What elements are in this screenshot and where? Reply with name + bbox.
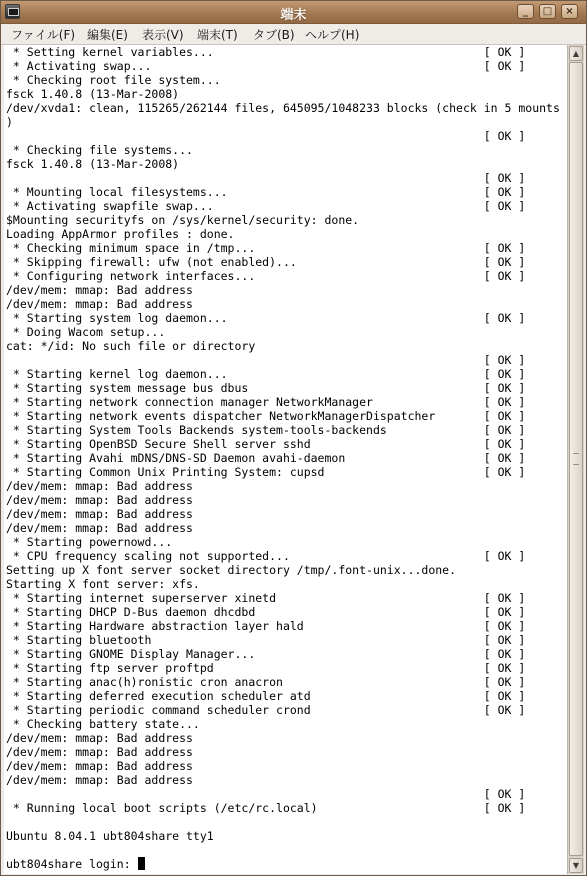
text-cursor	[138, 857, 145, 870]
menu-bar	[1, 24, 586, 45]
menu-terminal[interactable]: 端末(T)	[197, 28, 238, 42]
menu-edit[interactable]: 編集(E)	[87, 28, 128, 42]
menu-help[interactable]: ヘルプ(H)	[305, 28, 360, 42]
terminal-screen[interactable]	[4, 45, 567, 874]
boot-log: * Setting kernel variables... [ OK ] * Activating swap... [ OK ] * Checking root file system... fsck 1.40.8 (13-Mar-2008) /dev/xvda1: clean, 115265/262144 files, 645095/1048233 blocks (check in 5 mounts ) [ OK ] * Checking file systems... fsck 1.40.8 (13-Mar-2008) [ OK ] * Mounting local filesystems... [ OK ] * Activating swapfile swap... [ OK ] $Mounting securityfs on /sys/kernel/security: done. Loading AppArmor profiles : done. * Checking minimum space in /tmp... [ OK ] * Skipping firewall: ufw (not enabled)... [ OK ] * Configuring network interfaces... [ OK ] /dev/mem: mmap: Bad address /dev/mem: mmap: Bad address * Starting system log daemon... [ OK ] * Doing Wacom setup... cat: */id: No such file or directory [ OK ] * Starting kernel log daemon... [ OK ] * Starting system message bus dbus [ OK ] * Starting network connection manager NetworkManager [ OK ] * Starting network events dispatcher NetworkManagerDispatcher [ OK ] * Starting System Tools Backends system-tools-backends [ OK ] * Starting OpenBSD Secure Shell server sshd [ OK ] * Starting Avahi mDNS/DNS-SD Daemon avahi-daemon [ OK ] * Starting Common Unix Printing System: cupsd [ OK ] /dev/mem: mmap: Bad address /dev/mem: mmap: Bad address /dev/mem: mmap: Bad address /dev/mem: mmap: Bad address * Starting powernowd... * CPU frequency scaling not supported... [ OK ] Setting up X font server socket directory /tmp/.font-unix...done. Starting X font server: xfs. * Starting internet superserver xinetd [ OK ] * Starting DHCP D-Bus daemon dhcdbd [ OK ] * Starting Hardware abstraction layer hald [ OK ] * Starting bluetooth [ OK ] * Starting GNOME Display Manager... [ OK ] * Starting ftp server proftpd [ OK ] * Starting anac(h)ronistic cron anacron [ OK ] * Starting deferred execution scheduler atd [ OK ] * Starting periodic command scheduler crond [ OK ] * Checking battery state... /dev/mem: mmap: Bad address /dev/mem: mmap: Bad address /dev/mem: mmap: Bad address /dev/mem: mmap: Bad address [ OK ] * Running local boot scripts (/etc/rc.local) [ OK ] Ubuntu 8.04.1 ubt804share tty1	[6, 45, 560, 843]
menu-file[interactable]: ファイル(F)	[11, 28, 76, 42]
scrollbar-grip	[573, 453, 579, 465]
minimize-button[interactable]: _	[517, 4, 534, 19]
scroll-down-arrow-icon[interactable]: ▼	[569, 858, 583, 873]
window-title: 端末	[280, 8, 307, 23]
maximize-button[interactable]: □	[539, 4, 556, 19]
terminal-output	[4, 45, 567, 874]
scroll-up-arrow-icon[interactable]: ▲	[569, 46, 583, 61]
login-prompt: ubt804share login:	[6, 857, 138, 871]
menu-view[interactable]: 表示(V)	[142, 28, 184, 42]
close-button[interactable]: ×	[561, 4, 578, 19]
scrollbar-thumb[interactable]	[569, 62, 583, 856]
vertical-scrollbar[interactable]	[567, 45, 584, 874]
menu-tabs[interactable]: タブ(B)	[253, 28, 295, 42]
title-bar[interactable]	[1, 1, 586, 24]
